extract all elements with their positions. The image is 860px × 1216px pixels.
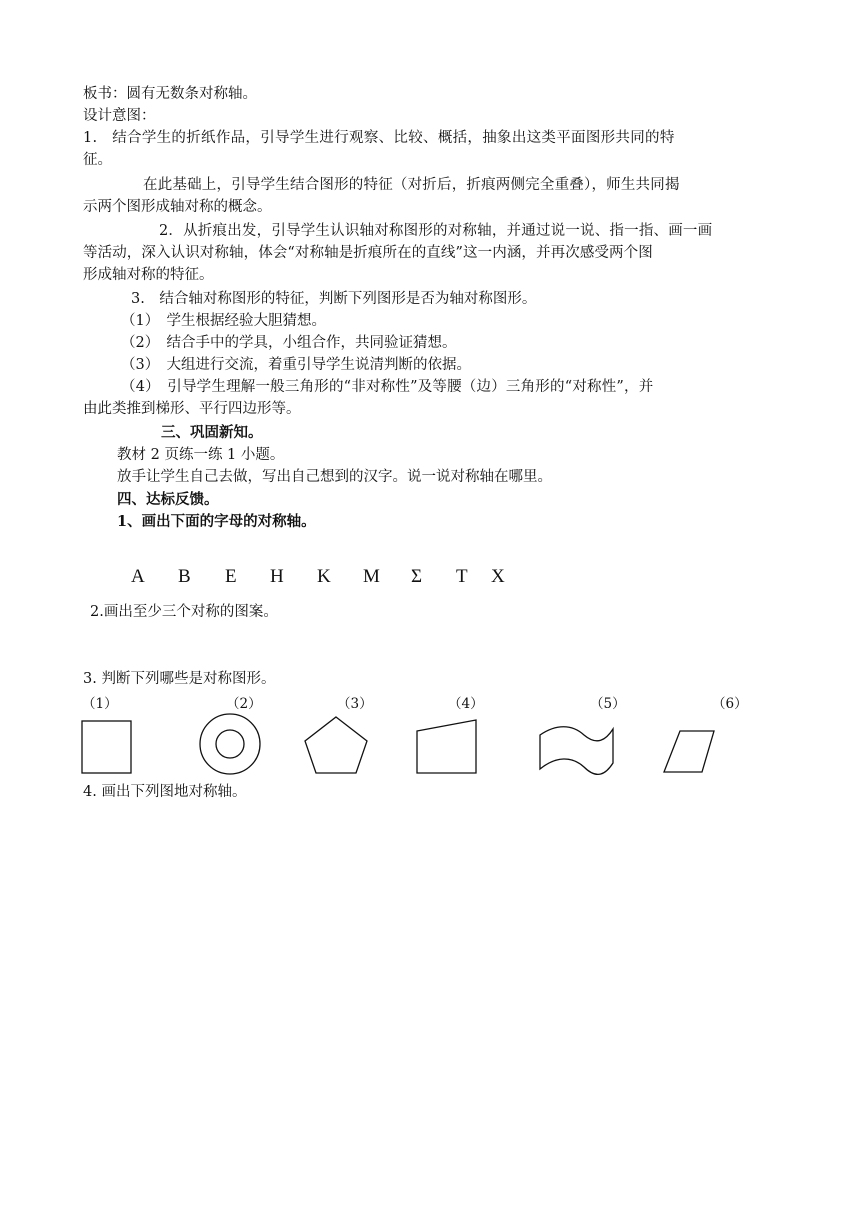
paragraph-3-line-3: 形成轴对称的特征。 (83, 267, 214, 283)
letter-x: X (491, 566, 505, 587)
question-4: 4. 画出下列图地对称轴。 (83, 784, 247, 800)
paragraph-2-line-1: 在此基础上，引导学生结合图形的特征（对折后，折痕两侧完全重叠），师生共同揭 (143, 177, 680, 193)
shape-label-5: （5） (590, 696, 626, 712)
sub-point-4-line-2: 由此类推到梯形、平行四边形等。 (83, 401, 301, 417)
shape-label-4: （4） (448, 696, 484, 712)
section-3-heading: 三、巩固新知。 (161, 424, 263, 441)
letter-t: T (456, 566, 468, 587)
paragraph-4: 3. 结合轴对称图形的特征，判断下列图形是否为轴对称图形。 (131, 291, 537, 307)
question-1: 1、画出下面的字母的对称轴。 (117, 513, 316, 530)
trapezoid-shape (417, 720, 476, 773)
sub-point-4-line-1: （4） 引导学生理解一般三角形的“非对称性”及等腰（边）三角形的“对称性”，并 (121, 379, 654, 395)
letter-m: M (363, 566, 380, 587)
shape-label-2: （2） (226, 696, 262, 712)
letter-sigma: Σ (411, 566, 423, 587)
letter-e: E (225, 566, 237, 587)
board-note: 板书：圆有无数条对称轴。 (83, 86, 257, 102)
shape-label-1: （1） (82, 696, 118, 712)
letter-row (0, 566, 860, 590)
pentagon-shape (305, 717, 367, 773)
letter-k: K (317, 566, 331, 587)
paragraph-2-line-2: 示两个图形成轴对称的概念。 (83, 199, 272, 215)
question-2: 2.画出至少三个对称的图案。 (90, 604, 278, 620)
sub-point-1: （1） 学生根据经验大胆猜想。 (121, 313, 326, 329)
letter-b: B (178, 566, 191, 587)
section-3-line-2: 放手让学生自己去做，写出自己想到的汉字。说一说对称轴在哪里。 (117, 469, 552, 485)
parallelogram-shape (664, 731, 714, 772)
shape-label-3: （3） (337, 696, 373, 712)
section-3-line-1: 教材 2 页练一练 1 小题。 (117, 447, 285, 463)
paragraph-3-line-1: 2．从折痕出发，引导学生认识轴对称图形的对称轴，并通过说一说、指一指、画一画 (159, 223, 713, 239)
wavy-flag-shape (540, 727, 613, 775)
sub-point-3: （3） 大组进行交流，着重引导学生说清判断的依据。 (121, 357, 471, 373)
ring-shape (200, 714, 260, 774)
shapes-row (0, 700, 860, 780)
paragraph-3-line-2: 等活动，深入认识对称轴，体会“对称轴是折痕所在的直线”这一内涵，并再次感受两个图 (83, 245, 653, 261)
paragraph-1-line-1: 1. 结合学生的折纸作品，引导学生进行观察、比较、概括，抽象出这类平面图形共同的特 (83, 130, 675, 146)
design-intent-heading: 设计意图： (83, 108, 156, 124)
question-3: 3. 判断下列哪些是对称图形。 (83, 671, 276, 687)
sub-point-2: （2） 结合手中的学具，小组合作，共同验证猜想。 (121, 335, 457, 351)
shape-label-6: （6） (712, 696, 748, 712)
letter-a: A (131, 566, 145, 587)
section-4-heading: 四、达标反馈。 (117, 491, 219, 508)
paragraph-1-line-2: 征。 (83, 152, 112, 168)
square-shape (82, 721, 131, 773)
letter-h: H (270, 566, 284, 587)
